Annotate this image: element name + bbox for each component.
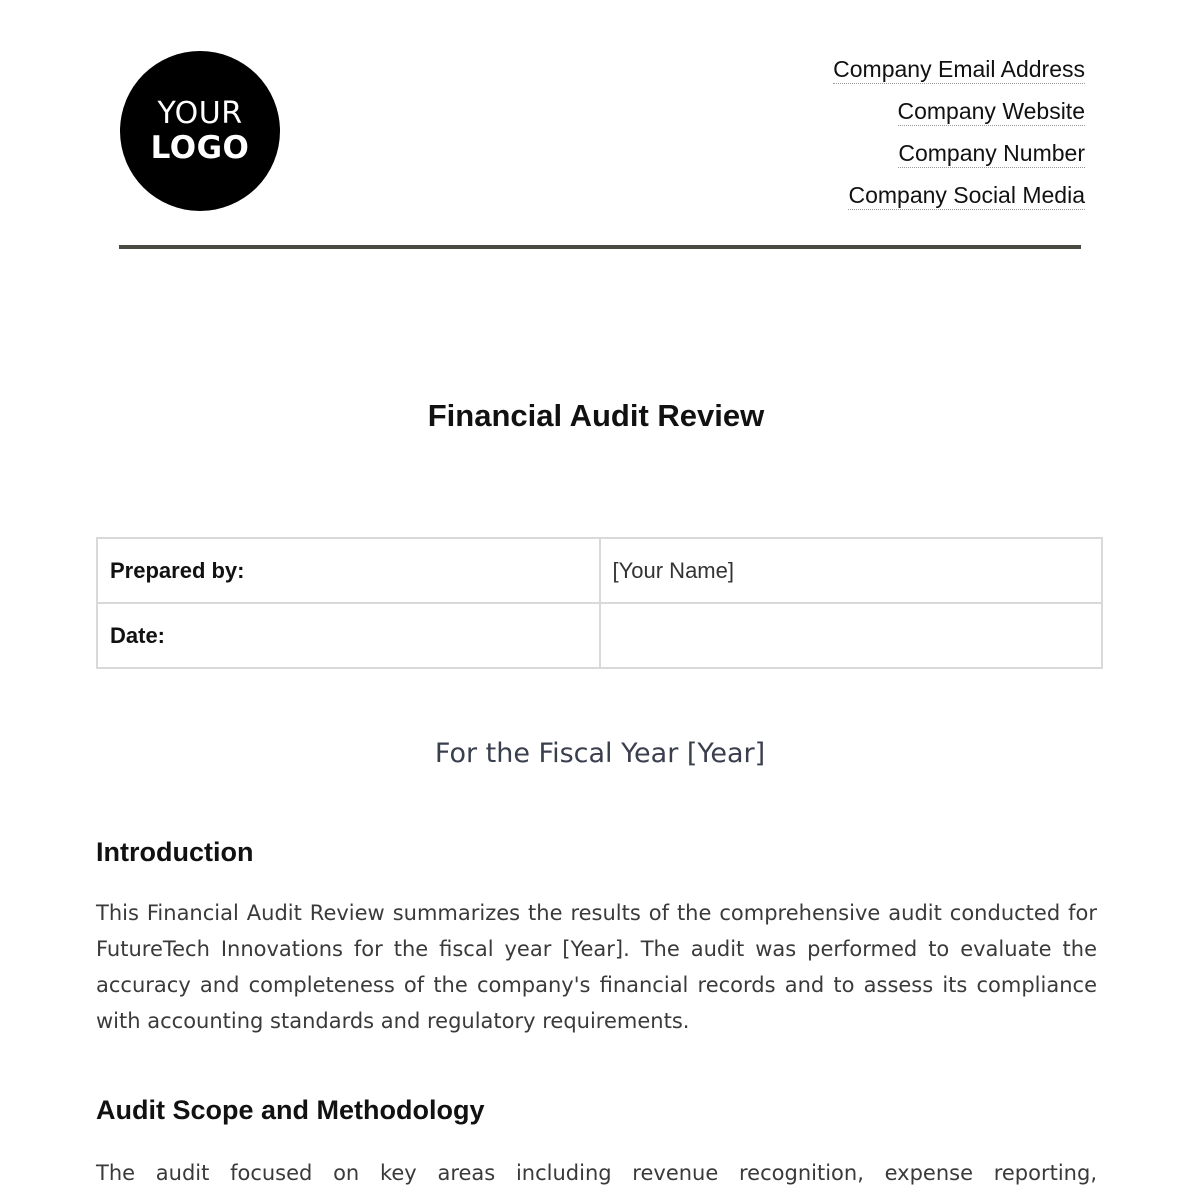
table-row xyxy=(97,538,1102,603)
section-heading-audit-scope: Audit Scope and Methodology xyxy=(96,1095,485,1125)
company-contact-block xyxy=(833,54,1085,222)
fiscal-year-subtitle: For the Fiscal Year [Year] xyxy=(434,738,766,769)
company-website-link[interactable]: Company Website xyxy=(897,98,1085,124)
document-title: Financial Audit Review xyxy=(427,398,765,433)
prepared-by-label: Prepared by: xyxy=(97,538,600,603)
logo-text-bottom: LOGO xyxy=(150,129,250,166)
section-heading-introduction: Introduction xyxy=(96,837,254,867)
header-divider xyxy=(119,245,1081,249)
prepared-by-value[interactable]: [Your Name] xyxy=(600,538,1103,603)
company-email-link[interactable]: Company Email Address xyxy=(833,56,1085,82)
company-logo xyxy=(120,51,280,211)
section-body-audit-scope: The audit focused on key areas including revenue recognition, expense reporting, xyxy=(96,1161,1097,1185)
date-label: Date: xyxy=(97,603,600,668)
date-value[interactable] xyxy=(600,603,1103,668)
logo-text-top: YOUR xyxy=(157,95,243,131)
section-body-introduction: This Financial Audit Review summarizes the results of the comprehensive audit conducted for FutureTech Innovations for the fiscal year [Year]. The audit was performed to evaluate the accuracy and completeness of the company's financial records and to assess its compliance with accounting standards and regulatory requirements. xyxy=(96,901,1097,1033)
document-info-table xyxy=(96,537,1103,669)
company-number-link[interactable]: Company Number xyxy=(898,140,1085,166)
company-social-media-link[interactable]: Company Social Media xyxy=(848,182,1085,208)
table-row xyxy=(97,603,1102,668)
